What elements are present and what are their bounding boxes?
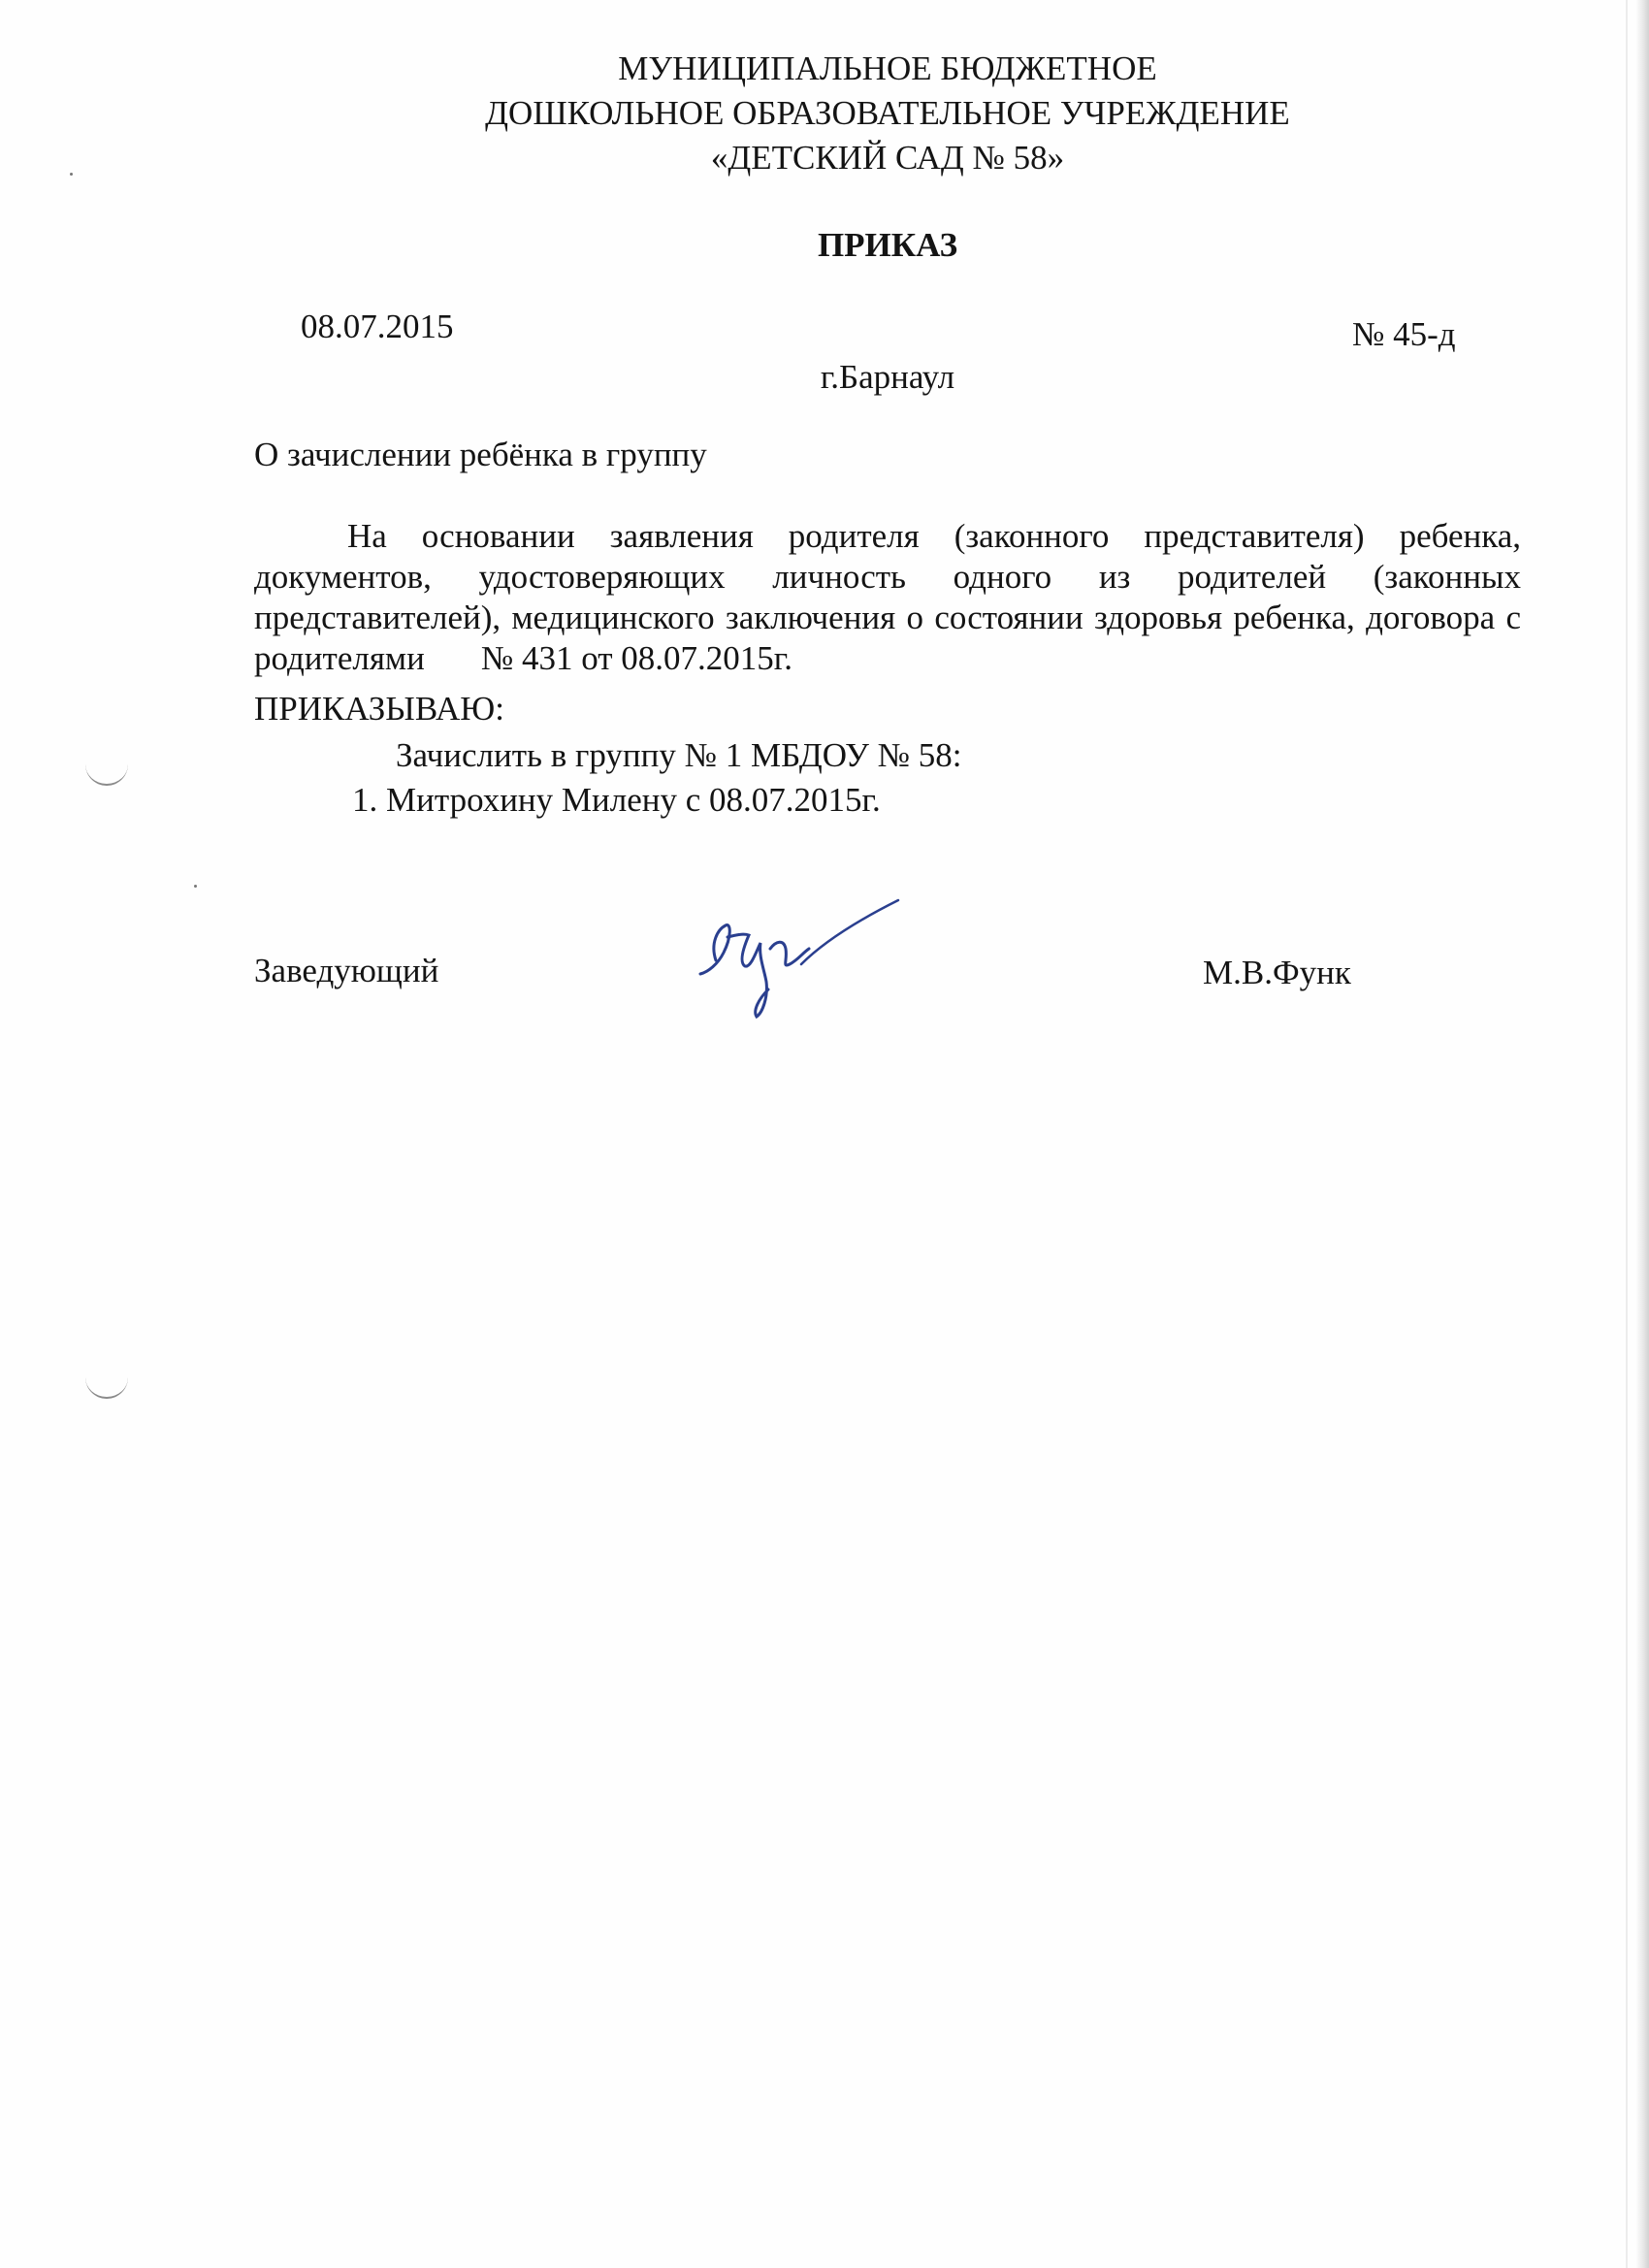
signatory-name: М.В.Функ <box>1203 954 1351 991</box>
scan-edge-shadow <box>1635 0 1649 2268</box>
scan-speck <box>194 885 197 888</box>
document-number: № 45-д <box>1352 315 1456 353</box>
punch-hole-mark <box>85 1376 128 1399</box>
handwritten-signature-icon <box>689 892 912 1038</box>
signatory-position: Заведующий <box>254 952 439 989</box>
org-name-line-2: ДОШКОЛЬНОЕ ОБРАЗОВАТЕЛЬНОЕ УЧРЕЖДЕНИЕ <box>485 94 1290 132</box>
org-name-line-1: МУНИЦИПАЛЬНОЕ БЮДЖЕТНОЕ <box>618 49 1157 87</box>
contract-reference: № 431 от 08.07.2015г. <box>480 639 792 677</box>
basis-paragraph <box>254 516 1521 679</box>
enroll-list-item: 1. Митрохину Милену с 08.07.2015г. <box>352 781 881 819</box>
document-subject: О зачислении ребёнка в группу <box>254 436 707 473</box>
scan-edge-line <box>1626 0 1628 2268</box>
document-city: г.Барнаул <box>820 358 955 396</box>
document-title: ПРИКАЗ <box>817 226 958 264</box>
org-name-line-3: «ДЕТСКИЙ САД № 58» <box>710 139 1065 177</box>
enroll-intro: Зачислить в группу № 1 МБДОУ № 58: <box>396 736 962 774</box>
document-date: 08.07.2015 <box>301 308 454 345</box>
order-word: ПРИКАЗЫВАЮ: <box>254 690 504 728</box>
basis-text: На основании заявления родителя (законного представителя) ребенка, документов, удостоверяющих личность одного из родителей (законных представителей), медицинского заключения о состоянии здоровья ребенка, договора с родителями <box>254 517 1521 677</box>
punch-hole-mark <box>85 762 128 786</box>
